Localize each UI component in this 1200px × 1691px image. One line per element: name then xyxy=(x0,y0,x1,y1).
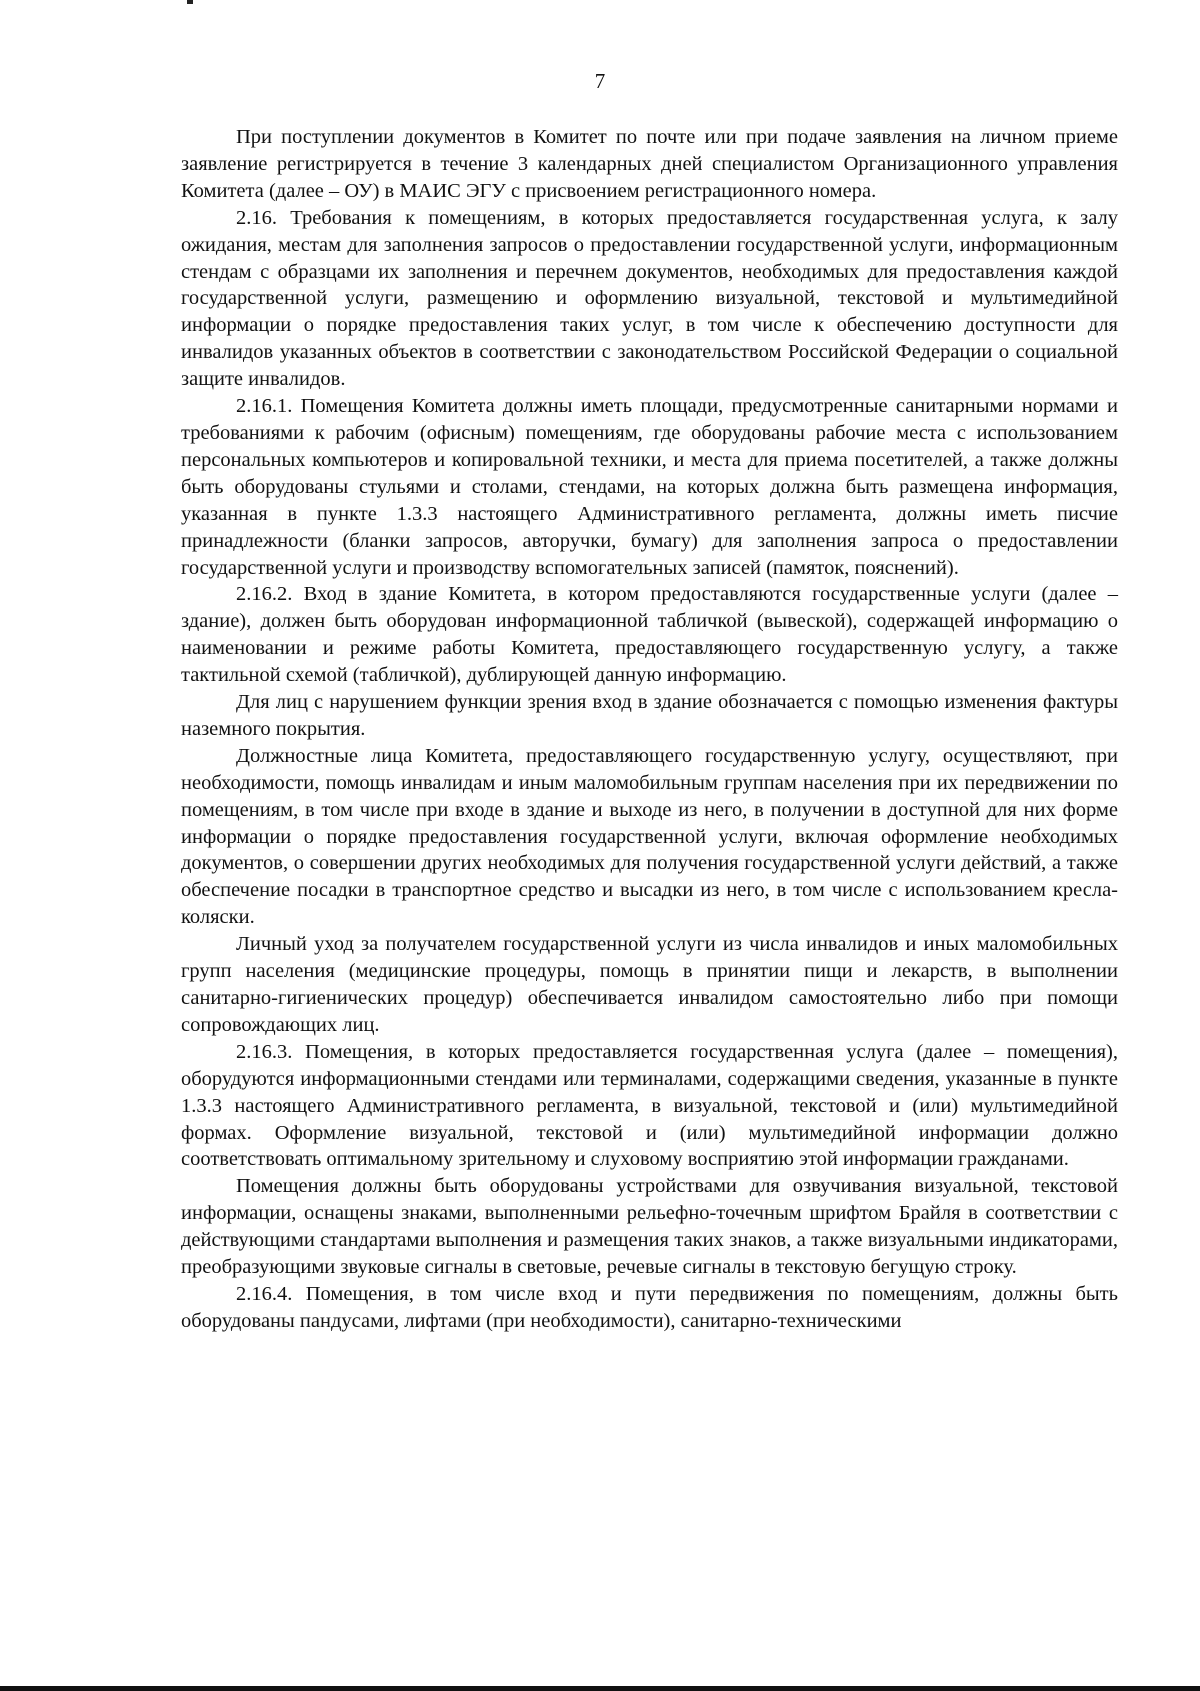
paragraph-2-16-4: 2.16.4. Помещения, в том числе вход и пути передвижения по помещениям, должны быть оборудованы пандусами, лифтами (при необходимости), санитарно-техническими xyxy=(181,1282,1118,1332)
paragraph-registration: При поступлении документов в Комитет по почте или при подаче заявления на личном приеме заявление регистрируется в течение 3 календарных дней специалистом Организационного управления Комитета (далее – ОУ) в МАИС ЭГУ с присвоением регистрационного номера. xyxy=(181,126,1118,202)
paragraph-2-16-2: 2.16.2. Вход в здание Комитета, в котором предоставляются государственные услуги (далее – здание), должен быть оборудован информационной табличкой (вывеской), содержащей информацию о наименовании и режиме работы Комитета, предоставляющего государственную услугу, а также тактильной схемой (табличкой), дублирующей данную информацию. xyxy=(181,583,1118,687)
paragraph-2-16-1: 2.16.1. Помещения Комитета должны иметь площади, предусмотренные санитарными нормами и требованиями к рабочим (офисным) помещениям, где оборудованы рабочие места с использованием персональных компьютеров и копировальной техники, и места для приема посетителей, а также должны быть оборудованы стульями и столами, стендами, на которых должна быть размещена информация, указанная в пункте 1.3.3 настоящего Административного регламента, должны иметь писчие принадлежности (бланки запросов, авторучки, бумагу) для заполнения запроса о предоставлении государственной услуги и производству вспомогательных записей (памяток, пояснений). xyxy=(181,395,1118,579)
paragraph-2-16: 2.16. Требования к помещениям, в которых предоставляется государственная услуга, к залу ожидания, местам для заполнения запросов о предоставлении государственной услуги, информационным стендам с образцами их заполнения и перечнем документов, необходимых для предоставления каждой государственной услуги, размещению и оформлению визуальной, текстовой и мультимедийной информации о порядке предоставления таких услуг, в том числе к обеспечению доступности для инвалидов указанных объектов в соответствии с законодательством Российской Федерации о социальной защите инвалидов. xyxy=(181,206,1118,391)
page-bottom-border xyxy=(0,1686,1200,1691)
paragraph-premises-equipment: Помещения должны быть оборудованы устройствами для озвучивания визуальной, текстовой информации, оснащены знаками, выполненными рельефно-точечным шрифтом Брайля в соответствии с действующими стандартами выполнения и размещения таких знаков, а также визуальными индикаторами, преобразующими звуковые сигналы в световые, речевые сигналы в текстовую бегущую строку. xyxy=(181,1175,1118,1279)
page-number: 7 xyxy=(594,69,606,93)
paragraph-personal-care: Личный уход за получателем государственной услуги из числа инвалидов и иных маломобильных групп населения (медицинские процедуры, помощь в принятии пищи и лекарств, в выполнении санитарно-гигиенических процедур) обеспечивается инвалидом самостоятельно либо при помощи сопровождающих лиц. xyxy=(181,933,1118,1036)
paragraph-vision-impaired: Для лиц с нарушением функции зрения вход в здание обозначается с помощью изменения фактуры наземного покрытия. xyxy=(181,691,1118,740)
document-body xyxy=(181,124,1118,1335)
paragraph-officials-assistance: Должностные лица Комитета, предоставляющего государственную услугу, осуществляют, при необходимости, помощь инвалидам и иным маломобильным группам населения при их передвижении по помещениям, в том числе при входе в здание и выходе из него, в получении в доступной для них форме информации о порядке предоставления государственной услуги, включая оформление необходимых документов, о совершении других необходимых для получения государственной услуги действий, а также обеспечение посадки в транспортное средство и высадки из него, в том числе с использованием кресла-коляски. xyxy=(181,744,1118,929)
scan-mark xyxy=(187,0,193,4)
paragraph-2-16-3: 2.16.3. Помещения, в которых предоставляется государственная услуга (далее – помещения), оборудуются информационными стендами или терминалами, содержащими сведения, указанные в пункте 1.3.3 настоящего Административного регламента, в визуальной, текстовой и (или) мультимедийной формах. Оформление визуальной, текстовой и (или) мультимедийной информации должно соответствовать оптимальному зрительному и слуховому восприятию этой информации гражданами. xyxy=(181,1040,1118,1171)
